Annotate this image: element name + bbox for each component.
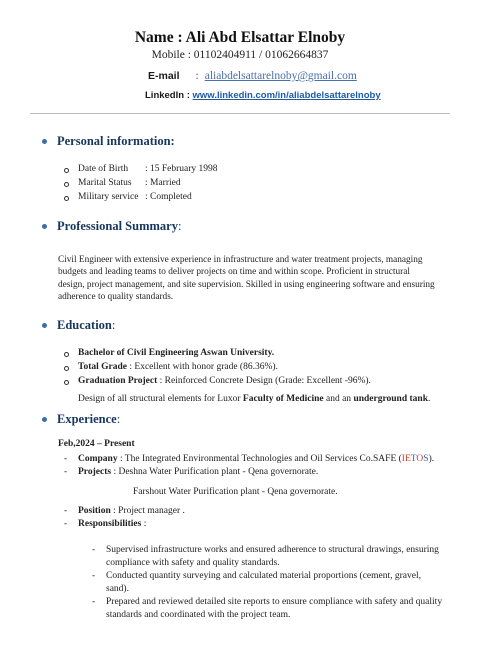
dash-bullet: - [64, 506, 68, 516]
summary-line: budgets and leading teams to deliver projects on time and within scope. Proficient in structural [58, 267, 410, 278]
personal-label: Military service [78, 192, 139, 202]
section-title: Personal information [57, 134, 171, 148]
company-value: : The Integrated Environmental Technologies and Oil Services Co.SAFE ( [117, 454, 402, 464]
design-text: . [427, 394, 431, 404]
candidate-name: Name : Ali Abd Elsattar Elnoby [134, 29, 346, 46]
responsibility-line: compliance with safety and quality standards. [106, 558, 280, 568]
section-title: Education [57, 318, 112, 332]
grade-value: : Excellent with honor grade (86.36%). [127, 362, 278, 372]
section-education [42, 318, 115, 333]
company-end: ). [428, 454, 435, 464]
responsibility-line: standards and coordinated with the project team. [106, 610, 291, 620]
linkedin-row [145, 90, 381, 101]
experience-responsibilities [78, 519, 146, 529]
grade-label: Total Grade [78, 362, 127, 372]
dash-bullet: - [92, 545, 96, 555]
position-label: Position [78, 506, 111, 516]
responsibilities-label: Responsibilities [78, 519, 142, 529]
section-title-colon: : [116, 412, 121, 426]
email-label: E-mail [148, 70, 180, 82]
projects-value: : Deshna Water Purification plant - Qena governorate. [111, 467, 319, 477]
personal-label: Marital Status [78, 178, 132, 188]
section-bullet-icon [42, 417, 47, 422]
personal-value: : Completed [145, 192, 192, 202]
section-title-colon: : [170, 134, 175, 148]
section-bullet-icon [42, 139, 47, 144]
circle-bullet-icon [64, 182, 69, 187]
experience-company [78, 454, 434, 464]
company-letter: E [404, 454, 411, 464]
project-value: : Reinforced Concrete Design (Grade: Excellent -96%). [157, 376, 371, 386]
company-letter: T [410, 454, 417, 464]
linkedin-link[interactable]: www.linkedin.com/in/aliabdelsattarelnoby [192, 90, 381, 101]
summary-line: Civil Engineer with extensive experience in infrastructure and water treatment projects, managing [58, 255, 423, 265]
responsibilities-colon: : [141, 519, 147, 529]
position-value: : Project manager . [110, 506, 185, 516]
section-title-colon: : [111, 318, 116, 332]
projects-value-second: Farshout Water Purification plant - Qena governorate. [133, 487, 338, 497]
circle-bullet-icon [64, 196, 69, 201]
section-title: Professional Summary [57, 219, 178, 233]
summary-line: design, project management, and site supervision. Skilled in using engineering software and ensuring [58, 279, 435, 290]
company-label: Company [78, 454, 118, 464]
circle-bullet-icon [64, 366, 69, 371]
email-separator: : [195, 70, 199, 82]
mobile-numbers: Mobile : 01102404911 / 01062664837 [151, 49, 329, 61]
dash-bullet: - [92, 571, 96, 581]
personal-value: : 15 February 1998 [145, 164, 218, 174]
section-title-colon: : [177, 219, 182, 233]
dash-bullet: - [64, 454, 68, 464]
dash-bullet: - [64, 519, 68, 529]
experience-projects [78, 467, 318, 477]
dash-bullet: - [64, 467, 68, 477]
dash-bullet: - [92, 597, 96, 607]
responsibility-line: Supervised infrastructure works and ensured adherence to structural drawings, ensuring [106, 545, 439, 555]
education-grade [78, 362, 278, 372]
section-personal-information [42, 134, 175, 149]
design-bold-text: underground tank [353, 394, 428, 404]
summary-line: adherence to quality standards. [58, 291, 174, 302]
design-bold-text: Faculty of Medicine [242, 394, 324, 404]
section-experience [42, 412, 120, 427]
responsibility-line: sand). [106, 584, 129, 594]
summary-paragraph [58, 254, 458, 303]
section-professional-summary [42, 219, 181, 234]
section-title: Experience [57, 412, 117, 426]
email-link[interactable]: aliabdelsattarelnoby@gmail.com [204, 70, 357, 82]
design-text: and an [323, 394, 354, 404]
education-design-note [78, 394, 430, 404]
projects-label: Projects [78, 467, 112, 477]
email-row [148, 70, 357, 82]
section-bullet-icon [42, 224, 47, 229]
personal-value: : Married [145, 178, 181, 188]
section-bullet-icon [42, 323, 47, 328]
circle-bullet-icon [64, 352, 69, 357]
company-letter: O [416, 454, 424, 464]
education-project [78, 376, 371, 386]
linkedin-label: LinkedIn : [145, 90, 193, 101]
responsibility-line: Conducted quantity surveying and calculated material proportions (cement, gravel, [106, 571, 421, 581]
education-degree: Bachelor of Civil Engineering Aswan University. [78, 348, 275, 358]
header-divider [30, 113, 450, 114]
experience-period: Feb,2024 – Present [58, 439, 135, 449]
project-label: Graduation Project [78, 376, 158, 386]
company-letter: S [423, 454, 429, 464]
design-text: Design of all structural elements for Luxor [78, 394, 243, 404]
company-letter: I [401, 454, 405, 464]
responsibility-line: Prepared and reviewed detailed site reports to ensure compliance with safety and quality [106, 597, 443, 607]
experience-position [78, 506, 185, 516]
circle-bullet-icon [64, 380, 69, 385]
personal-label: Date of Birth [78, 164, 129, 174]
circle-bullet-icon [64, 168, 69, 173]
